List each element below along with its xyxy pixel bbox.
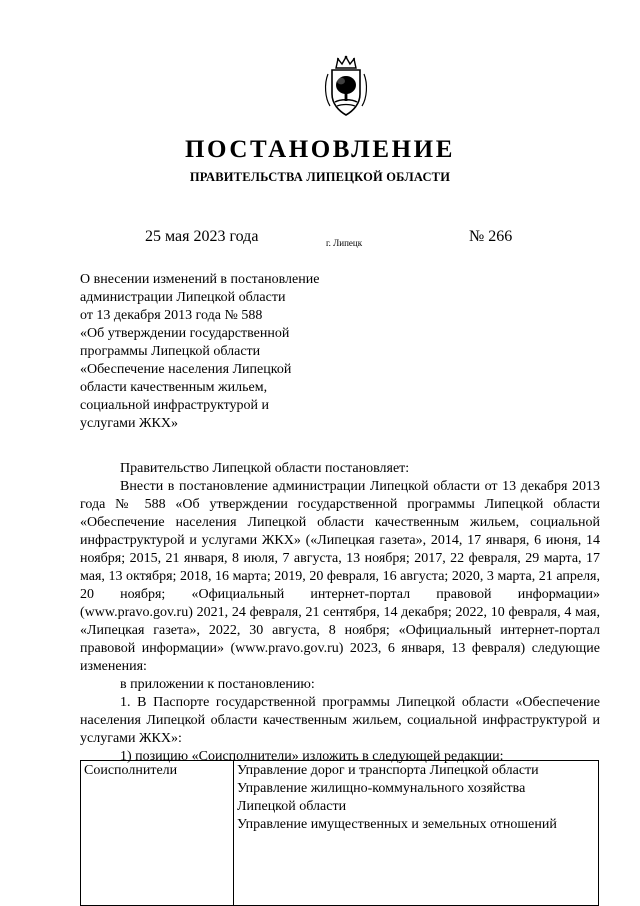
body-paragraph: в приложении к постановлению: — [120, 677, 315, 692]
subject-line: социальной инфраструктурой и — [80, 398, 270, 413]
document-body — [80, 460, 600, 766]
body-paragraph: 1. В Паспорте государственной программы Липецкой области «Обеспечение населения Липецкой области качественным жильем, социальной инфраструктурой и услугами ЖКХ»: — [80, 695, 600, 746]
document-date: 25 мая 2023 года — [145, 228, 259, 245]
table-value-line: Липецкой области — [237, 799, 347, 814]
subject-line: О внесении изменений в постановление — [80, 272, 320, 287]
document-subject — [80, 271, 380, 433]
document-number: № 266 — [469, 228, 513, 245]
body-paragraph: 1) позицию «Соисполнители» изложить в следующей редакции: — [120, 749, 504, 764]
table-value-line: Управление жилищно-коммунального хозяйства — [237, 781, 526, 796]
body-paragraph: Правительство Липецкой области постановляет: — [120, 461, 410, 476]
document-type-title: ПОСТАНОВЛЕНИЕ — [184, 136, 456, 163]
body-paragraph: Внести в постановление администрации Липецкой области от 13 декабря 2013 года № 588 «Об утверждении государственной программы Липецкой области «Обеспечение населения Липецкой области качественным жильем, социальной инфраструктурой и услугами ЖКХ» («Липецкая газета», 2014, 17 января, 6 июня, 14 ноября; 2015, 21 января, 8 июля, 7 августа, 13 ноября; 2017, 22 февраля, 29 марта, 17 мая, 13 октября; 2018, 16 марта; 2019, 20 февраля, 16 августа; 2020, 3 марта, 21 апреля, 20 ноября; «Официальный интернет-портал правовой информации» (www.pravo.gov.ru) 2021, 24 февраля, 21 сентября, 14 декабря; 2022, 10 февраля, 4 мая, «Липецкая газета», 2022, 30 августа, 8 ноября; «Официальный интернет-портал правовой информации» (www.pravo.gov.ru) 2023, 6 января, 13 февраля) следующие изменения: — [80, 479, 600, 674]
subject-line: области качественным жильем, — [80, 380, 268, 395]
table-row — [81, 761, 599, 906]
subject-line: от 13 декабря 2013 года № 588 — [80, 308, 263, 323]
subject-line: администрации Липецкой области — [80, 290, 286, 305]
subject-line: программы Липецкой области — [80, 344, 261, 359]
table-value-cell — [234, 761, 599, 906]
issuer-title: ПРАВИТЕЛЬСТВА ЛИПЕЦКОЙ ОБЛАСТИ — [189, 170, 451, 184]
subject-line: услугами ЖКХ» — [80, 416, 178, 431]
table-value-line: Управление имущественных и земельных отношений — [237, 817, 557, 832]
coat-of-arms-emblem — [322, 54, 370, 118]
subject-line: «Обеспечение населения Липецкой — [80, 362, 292, 377]
subject-line: «Об утверждении государственной — [80, 326, 290, 341]
table-label-cell: Соисполнители — [81, 761, 234, 906]
table-value-line: Управление дорог и транспорта Липецкой области — [237, 763, 539, 778]
document-city: г. Липецк — [326, 238, 363, 248]
co-executors-table — [80, 760, 599, 906]
